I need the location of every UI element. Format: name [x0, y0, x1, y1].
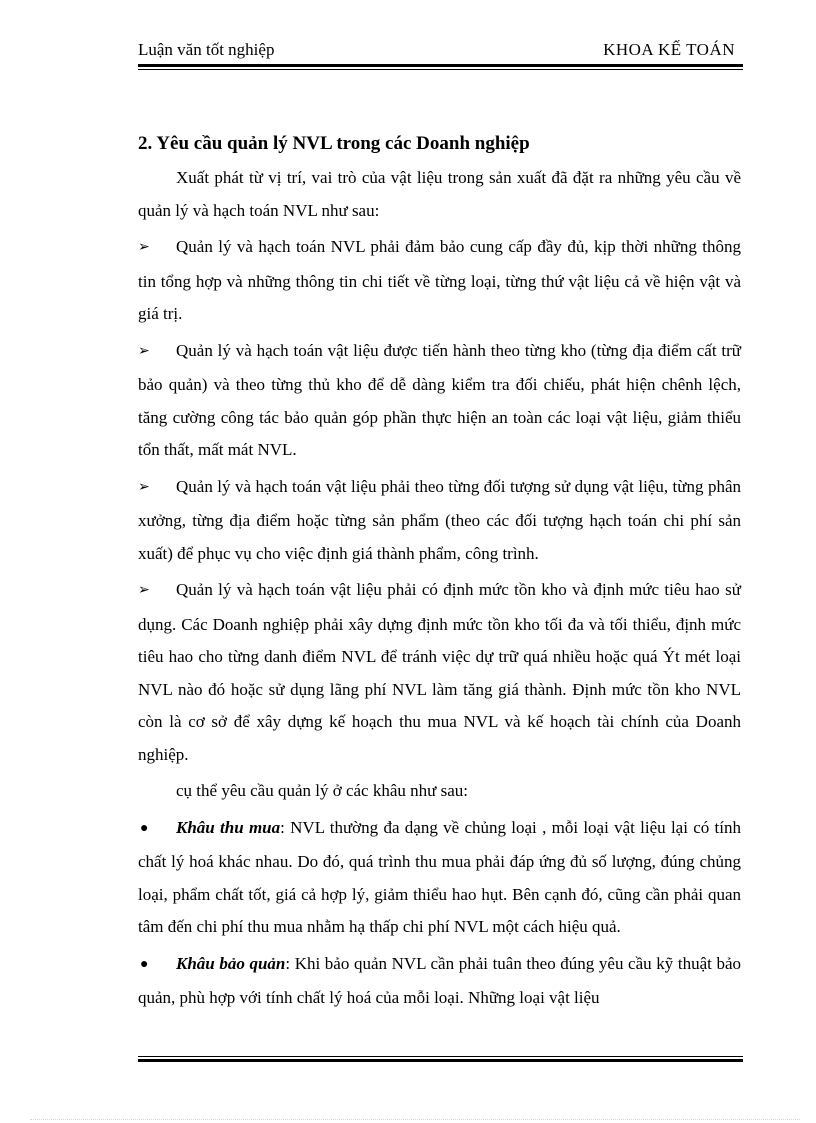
page-header: [138, 36, 741, 64]
stage-item: [138, 812, 741, 944]
footer-rule-thick: [138, 1059, 743, 1062]
stage-text: : NVL thường đa dạng về chủng loại , mỗi loại vật liệu lại có tính chất lý hoá khác nhau. Do đó, quá trình thu mua phải đáp ứng đủ số lượng, đúng chủng loại, phẩm chất tốt, giá cả hợp lý, giảm thiểu hao hụt. Bên cạnh đó, cũng cần phải quan tâm đến chi phí thu mua nhằm hạ thấp chi phí NVL một cách hiệu quả.: [138, 817, 742, 936]
requirement-text: Quản lý và hạch toán NVL phải đảm bảo cung cấp đầy đủ, kịp thời những thông tin tổng hợp và những thông tin chi tiết về từng loại, từng thứ vật liệu cả về hiện vật và giá trị.: [138, 237, 741, 323]
header-thesis-label: Luận văn tốt nghiệp: [138, 40, 275, 59]
stage-text: : Khi bảo quản NVL cần phải tuân theo đúng yêu cầu kỹ thuật bảo quản, phù hợp với tính chất lý hoá của mỗi loại. Những loại vật liệu: [138, 953, 741, 1007]
requirement-item: [138, 471, 741, 571]
header-faculty-label: KHOA KẾ TOÁN: [603, 40, 735, 59]
stage-item: [138, 948, 741, 1015]
round-bullet-icon: ●: [140, 820, 149, 836]
arrow-bullet-icon: ➢: [138, 479, 150, 495]
header-rule-thick: [138, 64, 743, 67]
footer-rule: [138, 1056, 743, 1062]
requirement-item: [138, 335, 741, 467]
round-bullet-icon: ●: [140, 956, 149, 972]
stage-term: Khâu thu mua: [176, 817, 281, 837]
stage-term: Khâu bảo quản: [176, 953, 286, 973]
page-edge-dotted-line: [30, 1119, 800, 1121]
arrow-bullet-icon: ➢: [138, 343, 150, 359]
requirement-item: [138, 574, 741, 771]
page-body: [138, 128, 741, 1015]
section-title: 2. Yêu cầu quản lý NVL trong các Doanh nghiệp: [138, 133, 530, 154]
requirement-text: Quản lý và hạch toán vật liệu phải có định mức tồn kho và định mức tiêu hao sử dụng. Các Doanh nghiệp phải xây dựng định mức tồn kho tối đa và tối thiểu, định mức tiêu hao cho từng danh điểm NVL để tránh việc dự trữ quá nhiều hoặc quá Ýt mét loại NVL nào đó hoặc sử dụng lãng phí NVL làm tăng giá thành. Định mức tồn kho NVL còn là cơ sở để xây dựng kế hoạch thu mua NVL và kế hoạch tài chính của Doanh nghiệp.: [138, 580, 741, 764]
header-rule-thin: [138, 69, 743, 70]
footer-rule-thin: [138, 1056, 743, 1057]
requirement-text: Quản lý và hạch toán vật liệu được tiến hành theo từng kho (từng địa điểm cất trữ bảo quản) và theo từng thủ kho để dễ dàng kiểm tra đối chiếu, phát hiện chênh lệch, tăng cường công tác bảo quản góp phần thực hiện an toàn các loại vật liệu, giảm thiểu tổn thất, mất mát NVL.: [138, 340, 741, 459]
intro-paragraph: Xuất phát từ vị trí, vai trò của vật liệu trong sản xuất đã đặt ra những yêu cầu về quản lý và hạch toán NVL như sau:: [138, 168, 741, 220]
requirement-item: [138, 231, 741, 331]
arrow-bullet-icon: ➢: [138, 240, 150, 255]
header-rule: [138, 64, 743, 70]
requirement-text: Quản lý và hạch toán vật liệu phải theo từng đối tượng sử dụng vật liệu, từng phân xưởng, từng địa điểm hoặc từng sản phẩm (theo các đối tượng hạch toán chi phí sản xuất) để phục vụ cho việc định giá thành phẩm, công trình.: [138, 476, 741, 563]
arrow-bullet-icon: ➢: [138, 583, 150, 598]
stages-lead-paragraph: cụ thể yêu cầu quản lý ở các khâu như sau:: [176, 781, 468, 800]
